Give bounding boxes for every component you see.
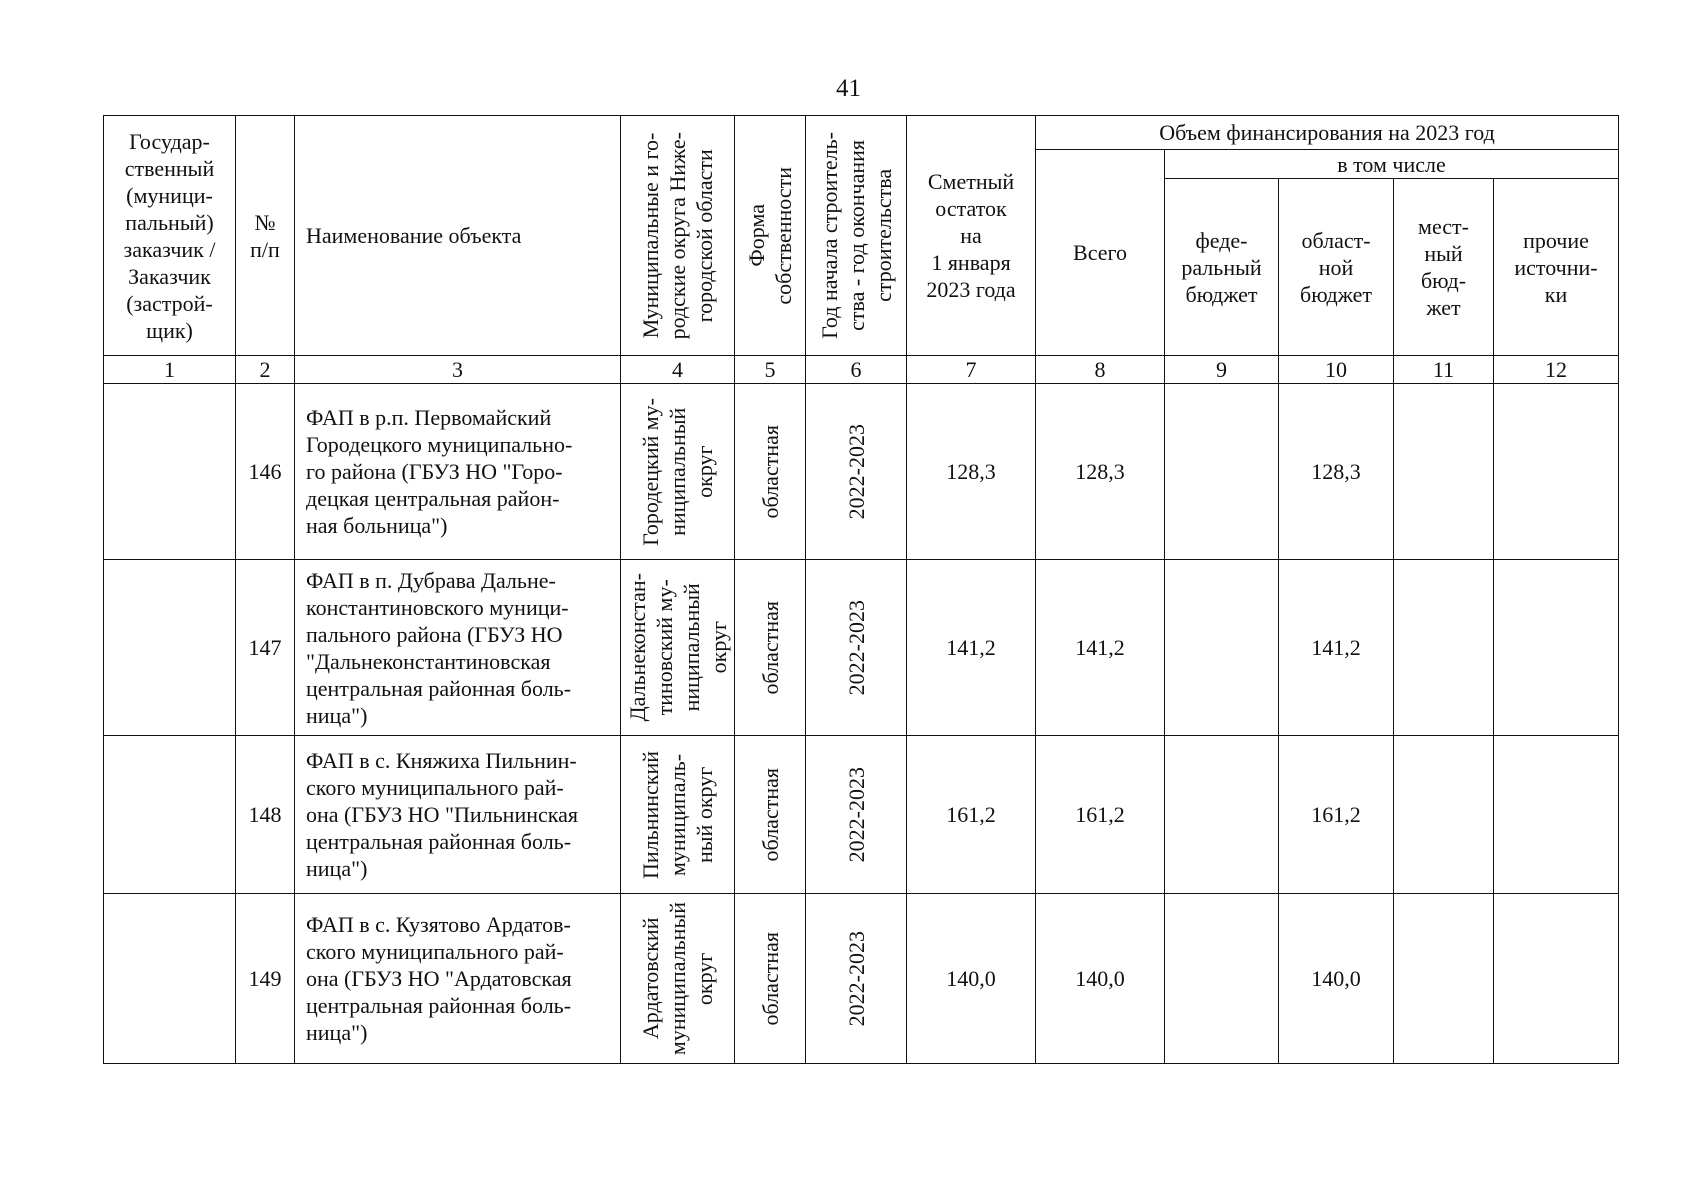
column-number: 2 [236, 356, 295, 384]
cell-object-name: ФАП в п. Дубрава Дальне- константиновского муници- пального района (ГБУЗ НО "Дальнеконстантиновская центральная районная боль- ница") [295, 560, 621, 736]
cell-ownership: областная [735, 894, 806, 1064]
cell-estimate: 161,2 [907, 736, 1036, 894]
cell-local [1394, 894, 1494, 1064]
cell-local [1394, 560, 1494, 736]
column-number: 6 [806, 356, 907, 384]
header-years: Год начала строитель- ства - год окончания строительства [806, 116, 907, 356]
cell-regional: 161,2 [1279, 736, 1394, 894]
cell-federal [1165, 560, 1279, 736]
cell-estimate: 128,3 [907, 384, 1036, 560]
column-number: 5 [735, 356, 806, 384]
cell-years: 2022-2023 [806, 384, 907, 560]
cell-ownership: областная [735, 384, 806, 560]
cell-total: 161,2 [1036, 736, 1165, 894]
cell-federal [1165, 736, 1279, 894]
column-number: 11 [1394, 356, 1494, 384]
header-total: Всего [1036, 150, 1165, 356]
cell-other [1494, 384, 1619, 560]
cell-customer [104, 560, 236, 736]
financing-table [103, 115, 1619, 1064]
cell-number: 149 [236, 894, 295, 1064]
cell-other [1494, 894, 1619, 1064]
page-number: 41 [836, 75, 861, 102]
cell-regional: 140,0 [1279, 894, 1394, 1064]
cell-local [1394, 384, 1494, 560]
column-number: 4 [621, 356, 735, 384]
cell-number: 147 [236, 560, 295, 736]
column-number: 3 [295, 356, 621, 384]
cell-object-name: ФАП в с. Княжиха Пильнин- ского муниципального рай- она (ГБУЗ НО "Пильнинская центральная районная боль- ница") [295, 736, 621, 894]
cell-total: 141,2 [1036, 560, 1165, 736]
column-number: 7 [907, 356, 1036, 384]
header-federal: феде- ральный бюджет [1165, 179, 1279, 356]
table-body [104, 384, 1619, 1064]
cell-total: 128,3 [1036, 384, 1165, 560]
header-local: мест- ный бюд- жет [1394, 179, 1494, 356]
cell-district: Пильнинский муниципаль- ный округ [621, 736, 735, 894]
header-number: № п/п [236, 116, 295, 356]
cell-regional: 128,3 [1279, 384, 1394, 560]
cell-estimate: 140,0 [907, 894, 1036, 1064]
table-row [104, 736, 1619, 894]
column-numbers-row [104, 356, 1619, 384]
header-financing-group: Объем финансирования на 2023 год [1036, 116, 1619, 150]
cell-district: Дальнеконстан- тиновский му- ниципальный округ [621, 560, 735, 736]
header-district: Муниципальные и го- родские округа Ниже- городской области [621, 116, 735, 356]
cell-total: 140,0 [1036, 894, 1165, 1064]
cell-years: 2022-2023 [806, 560, 907, 736]
cell-local [1394, 736, 1494, 894]
header-customer: Государ- ственный (муници- пальный) заказчик / Заказчик (застрой- щик) [104, 116, 236, 356]
cell-other [1494, 736, 1619, 894]
cell-district: Городецкий му- ниципальный округ [621, 384, 735, 560]
cell-years: 2022-2023 [806, 736, 907, 894]
column-number: 12 [1494, 356, 1619, 384]
cell-years: 2022-2023 [806, 894, 907, 1064]
column-number: 9 [1165, 356, 1279, 384]
header-including: в том числе [1165, 150, 1619, 179]
header-estimate: Сметный остаток на 1 января 2023 года [907, 116, 1036, 356]
cell-ownership: областная [735, 560, 806, 736]
header-regional: област- ной бюджет [1279, 179, 1394, 356]
table-row [104, 560, 1619, 736]
cell-object-name: ФАП в с. Кузятово Ардатов- ского муниципального рай- она (ГБУЗ НО "Ардатовская центральная районная боль- ница") [295, 894, 621, 1064]
column-number: 10 [1279, 356, 1394, 384]
table-header [104, 116, 1619, 384]
header-object-name: Наименование объекта [295, 116, 621, 356]
table-row [104, 384, 1619, 560]
cell-customer [104, 384, 236, 560]
cell-customer [104, 894, 236, 1064]
column-number: 1 [104, 356, 236, 384]
table-row [104, 894, 1619, 1064]
cell-other [1494, 560, 1619, 736]
cell-ownership: областная [735, 736, 806, 894]
cell-customer [104, 736, 236, 894]
cell-object-name: ФАП в р.п. Первомайский Городецкого муниципально- го района (ГБУЗ НО "Горо- децкая центральная район- ная больница") [295, 384, 621, 560]
cell-federal [1165, 384, 1279, 560]
cell-regional: 141,2 [1279, 560, 1394, 736]
cell-district: Ардатовский муниципальный округ [621, 894, 735, 1064]
header-ownership: Форма собственности [735, 116, 806, 356]
cell-number: 148 [236, 736, 295, 894]
column-number: 8 [1036, 356, 1165, 384]
header-other: прочие источни- ки [1494, 179, 1619, 356]
cell-estimate: 141,2 [907, 560, 1036, 736]
cell-number: 146 [236, 384, 295, 560]
cell-federal [1165, 894, 1279, 1064]
